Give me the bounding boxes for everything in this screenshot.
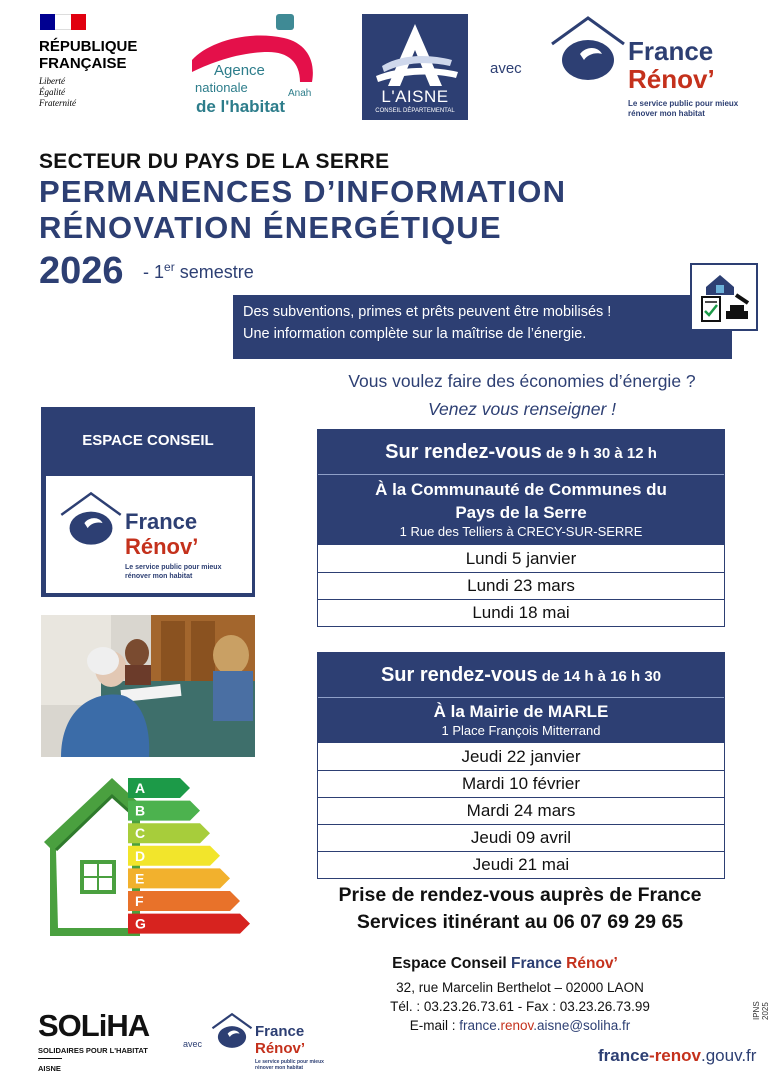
footer-fr-title1: France [255,1023,305,1040]
booking-instructions [290,882,750,936]
date-row: Lundi 18 mai [318,599,724,626]
anah-line3: de l'habitat [196,97,286,116]
booking-line1: Prise de rendez-vous auprès de France [338,884,702,906]
soliha-sub: SOLIDAIRES POUR L'HABITAT [38,1046,148,1055]
footer-fr-tagline [255,1059,324,1071]
session2-header-big: Sur rendez-vous [380,664,538,686]
email-part1: france [459,1018,497,1033]
fr-title1: France [628,36,714,66]
france-renov-card-house-icon [58,490,124,548]
semester-suffix: semestre [174,262,254,282]
booking-line2: Services itinérant au 06 07 69 29 65 [356,911,684,933]
session1-header-big: Sur rendez-vous [385,441,542,463]
rf-motto [39,76,76,109]
question-renseigner: Venez vous renseigner ! [427,399,617,419]
soliha-logo: SOLiHA [38,1008,150,1043]
republique-francaise-logo [39,38,137,72]
footer-fr-tagline-line1: Le service public pour mieux [255,1059,324,1065]
session2-place-line1: À la Mairie de MARLE [433,702,609,721]
energy-class-bar [128,914,250,934]
energy-class-label: B [135,802,146,819]
session2-header [318,653,724,697]
date-row: Lundi 5 janvier [318,544,724,572]
subsidy-info-box [233,295,732,359]
session1-place [318,474,724,544]
energy-class-label: F [135,893,144,909]
sector-title: SECTEUR DU PAYS DE LA SERRE [39,150,390,173]
year: 2026 [39,250,124,292]
energy-class-label: E [135,870,145,887]
date-row: Jeudi 09 avril [318,824,724,851]
semester [143,260,254,283]
main-title-line2: RÉNOVATION ÉNERGÉTIQUE [39,210,502,245]
aisne-sub: CONSEIL DÉPARTEMENTAL [375,108,455,114]
footer-fr-tagline-line2: rénover mon habitat [255,1065,304,1071]
session1-header [318,430,724,474]
aisne-a-icon [362,14,468,94]
email-part3: .aisne@soliha.fr [533,1018,631,1033]
energy-class-bar [128,891,240,911]
anah-short: Anah [288,88,312,99]
session2-place [318,697,724,742]
session1-place-line1: À la Communauté de Communes du [375,480,667,499]
rf-motto-line1: Liberté [39,76,65,86]
fr-tagline-line1: Le service public pour mieux [628,99,739,108]
contact-title [330,955,680,973]
session-crecy-table [317,429,725,627]
semester-sup: er [164,260,175,274]
energy-class-label: A [135,780,146,796]
session1-place-line2: Pays de la Serre [455,503,587,522]
date-row: Mardi 10 février [318,770,724,797]
date-row: Lundi 23 mars [318,572,724,599]
contact-title-prefix: Espace Conseil [392,955,512,972]
soliha-divider [38,1058,62,1059]
energy-class-label: D [135,847,146,864]
marianne-flag-icon [40,14,86,30]
energy-class-label: C [135,825,146,842]
email-dot: . [496,1018,501,1033]
rf-motto-line3: Fraternité [39,98,76,108]
anah-line1: Agence [214,62,265,79]
fr-tagline [628,99,738,119]
url-part2: -renov [649,1046,701,1065]
advisor-meeting-photo [41,615,255,757]
session1-address: 1 Rue des Telliers à CRECY-SUR-SERRE [399,524,643,539]
energy-label-house-icon [40,772,252,940]
question-economies: Vous voulez faire des économies d’énergie ? [348,371,696,391]
soliha-aisne: AISNE [38,1064,61,1073]
session2-header-small: de 14 h à 16 h 30 [537,668,662,685]
footer-avec: avec [183,1039,203,1049]
contact-phone: Tél. : 03.23.26.73.61 - Fax : 03.23.26.73.99 [390,999,650,1014]
card-fr-tagline [125,563,221,581]
main-title-line1: PERMANENCES D’INFORMATION [39,174,567,209]
url-part1: france [598,1046,650,1065]
website-link[interactable] [598,1046,756,1066]
aisne-name: L'AISNE [381,87,449,106]
contact-brand2: Rénov’ [561,955,618,972]
info-line1: Des subventions, primes et prêts peuvent être mobilisés ! [243,304,612,320]
avec-text: avec [490,60,522,77]
france-renov-house-icon [548,14,628,84]
fr-tagline-line2: rénover mon habitat [628,109,705,118]
card-fr-tagline-line2: rénover mon habitat [125,573,193,580]
espace-conseil-title: ESPACE CONSEIL [82,432,214,449]
rf-title-line2: FRANÇAISE [39,55,127,72]
card-fr-title2: Rénov’ [125,534,199,559]
rf-motto-line2: Égalité [39,87,65,97]
footer-fr-title2: Rénov’ [255,1040,306,1057]
card-fr-title1: France [125,509,198,534]
rf-title-line1: RÉPUBLIQUE [39,38,138,55]
session2-address: 1 Place François Mitterrand [441,723,601,738]
footer-france-renov-house-icon [210,1012,254,1050]
contact-address: 32, rue Marcelin Berthelot – 02000 LAON [396,980,644,995]
semester-prefix: - 1 [143,262,165,282]
fr-title2: Rénov’ [628,64,715,94]
ipns-mention: IPNS 2025 [752,1001,770,1020]
url-part3: .gouv.fr [701,1046,757,1065]
energy-class-label: G [135,915,146,932]
anah-line2: nationale [195,80,248,95]
session1-header-small: de 9 h 30 à 12 h [541,445,657,462]
contact-brand1: France [511,955,562,972]
session-marle-table [317,652,725,879]
date-row: Jeudi 21 mai [318,851,724,878]
email-prefix: E-mail : [409,1018,460,1033]
date-row: Jeudi 22 janvier [318,742,724,770]
info-line2: Une information complète sur la maîtrise de l’énergie. [243,326,587,342]
email-part2: renov [500,1018,534,1033]
date-row: Mardi 24 mars [318,797,724,824]
contact-email[interactable] [330,1018,710,1033]
house-checklist-icon [690,263,758,331]
card-fr-tagline-line1: Le service public pour mieux [125,564,222,571]
